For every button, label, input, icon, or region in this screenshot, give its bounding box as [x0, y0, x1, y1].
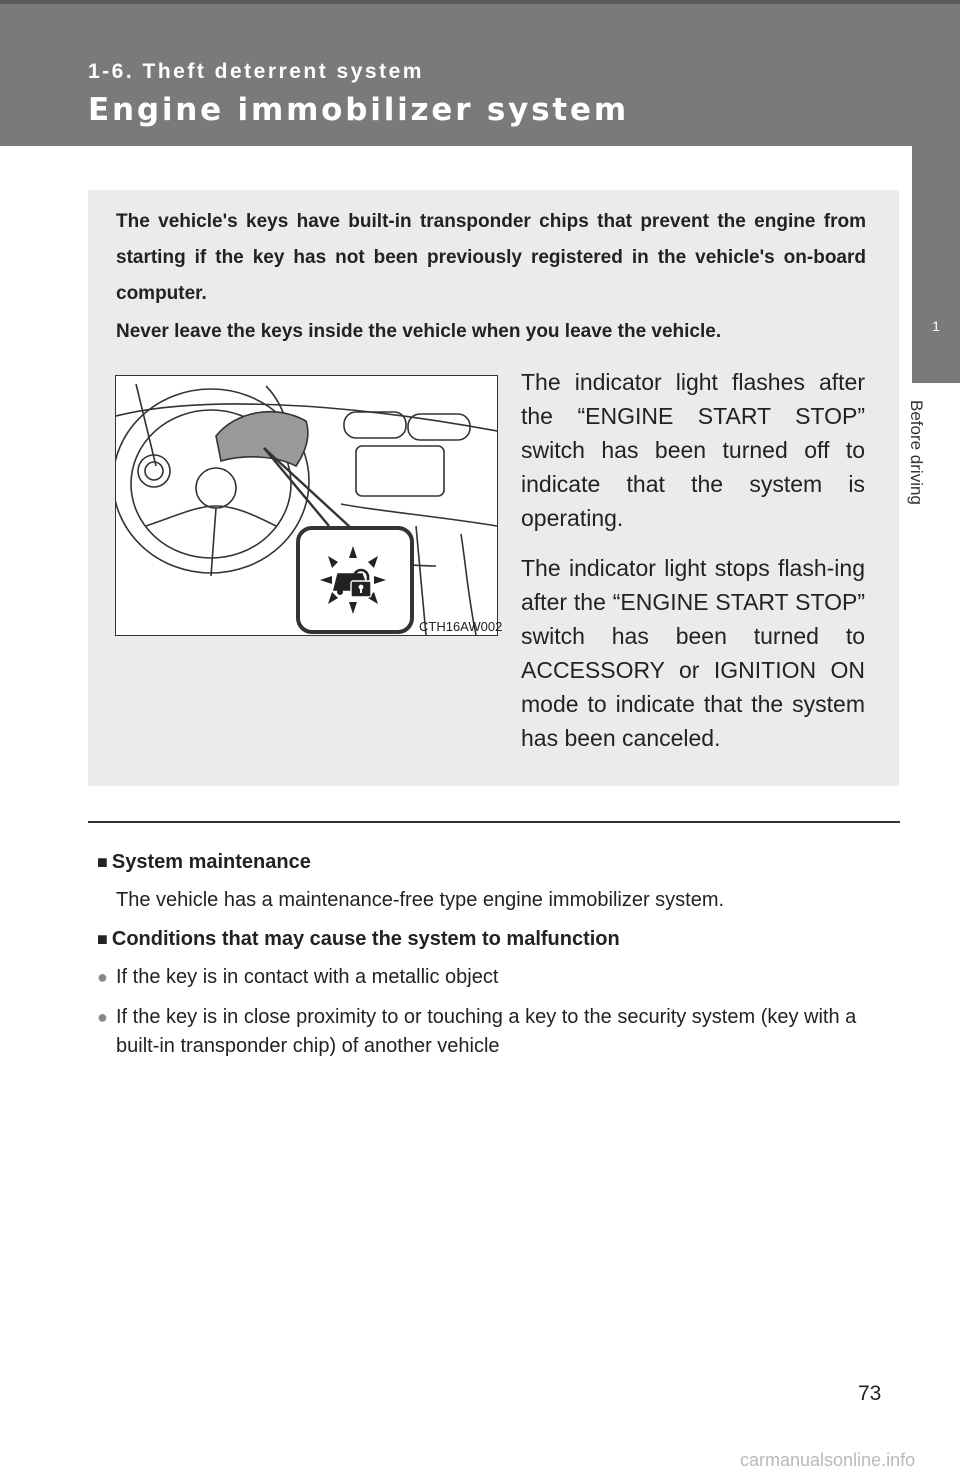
list-item [97, 1003, 887, 1061]
side-tab-label: Before driving [907, 400, 926, 505]
indicator-description-1: The indicator light flashes after the “ENGINE START STOP” switch has been turned off to indicate that the system is operating. [521, 369, 865, 531]
square-bullet-icon: ■ [97, 929, 108, 949]
indicator-description-2: The indicator light stops flash-ing after the “ENGINE START STOP” switch has been turned to ACCESSORY or IGNITION ON mode to indicate that the system has been canceled. [521, 555, 865, 751]
subheading-malfunction-conditions [97, 928, 620, 951]
list-item-text: If the key is in contact with a metallic object [116, 966, 499, 988]
figure-code: CTH16AW002 [419, 619, 503, 634]
page-title: Engine immobilizer system [88, 92, 629, 128]
section-divider [88, 821, 900, 823]
circle-bullet-icon: ● [97, 1007, 108, 1027]
watermark: carmanualsonline.info [740, 1450, 916, 1470]
subheading-system-maintenance [97, 851, 311, 874]
warning-text: Never leave the keys inside the vehicle when you leave the vehicle. [116, 321, 722, 342]
subheading-text: System maintenance [111, 851, 311, 873]
square-bullet-icon: ■ [97, 852, 108, 872]
list-item-text: If the key is in close proximity to or touching a key to the security system (key with a built-in transponder chip) of another vehicle [116, 1006, 857, 1057]
page-number: 73 [858, 1382, 882, 1405]
intro-text: The vehicle's keys have built-in transponder chips that prevent the engine from starting if the key has not been previously registered in the vehicle's on-board computer. [116, 211, 866, 304]
dashboard-illustration [115, 375, 498, 636]
side-tab [912, 146, 960, 383]
list-item [97, 963, 887, 992]
side-tab-number: 1 [932, 318, 940, 334]
circle-bullet-icon: ● [97, 967, 108, 987]
section-label: 1-6. Theft deterrent system [88, 60, 424, 83]
maintenance-body: The vehicle has a maintenance-free type engine immobilizer system. [116, 889, 725, 911]
subheading-text: Conditions that may cause the system to malfunction [111, 928, 620, 950]
